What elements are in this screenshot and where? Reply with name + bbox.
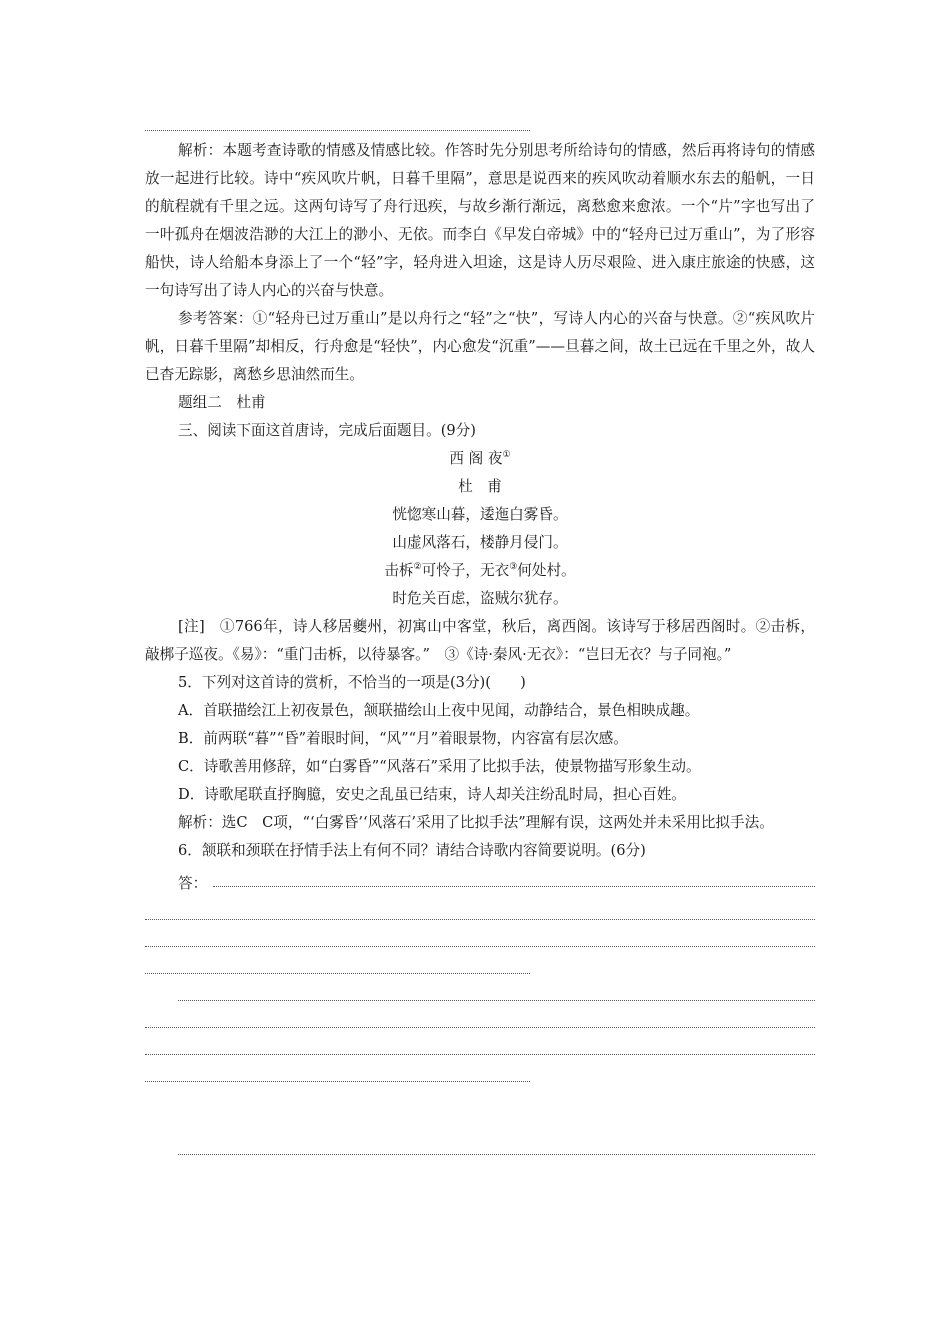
question-5: 5．下列对这首诗的赏析，不恰当的一项是(3分)( ) xyxy=(178,674,526,691)
answer-blank-row-6[interactable] xyxy=(145,1001,815,1028)
poem-line-2: 山虚风落石，楼静月侵门。 xyxy=(392,534,568,551)
question-3: 三、阅读下面这首唐诗，完成后面题目。(9分) xyxy=(178,422,476,439)
poem-notes: [注] ①766年，诗人移居夔州，初寓山中客堂，秋后，离西阁。该诗写于移居西阁时。②击柝，敲梆子巡夜。《易》：“重门击柝，以待暴客。” ③《诗·秦风·无衣》：“岂曰无衣？与子同袍。” xyxy=(145,618,815,663)
poem-line-3-a: 击柝 xyxy=(384,562,414,579)
poem-title-note: ① xyxy=(502,450,511,461)
answer-blank-1[interactable] xyxy=(213,886,815,887)
answer-blank-row-4[interactable] xyxy=(145,947,815,974)
poem-line-4: 时危关百虑，盗贼尔犹存。 xyxy=(392,590,568,607)
poem-line-3 xyxy=(145,557,815,585)
analysis-5: 解析：选C C项，“‘白雾昏’‘风落石’采用了比拟手法”理解有误，这两处并未采用比拟手法。 xyxy=(178,814,774,831)
option-d: D．诗歌尾联直抒胸臆，安史之乱虽已结束，诗人却关注纷乱时局，担心百姓。 xyxy=(178,786,686,803)
answer-blank-row-7[interactable] xyxy=(145,1028,815,1055)
document-page xyxy=(145,130,815,1155)
poem-author: 杜 甫 xyxy=(458,478,502,495)
poem-line-3-note-a: ② xyxy=(413,562,422,573)
top-dotted-rule xyxy=(145,130,530,131)
option-c: C．诗歌善用修辞，如“白雾昏”“风落石”采用了比拟手法，使景物描写形象生动。 xyxy=(178,758,701,775)
answer-blank-9 xyxy=(178,1154,815,1155)
poem-line-3-b: 可怜子，无衣 xyxy=(421,562,510,579)
poem-line-3-note-b: ③ xyxy=(509,562,518,573)
option-a: A．首联描绘江上初夜景色，颔联描绘山上夜中见闻，动静结合，景色相映成趣。 xyxy=(178,702,700,719)
answer-blank-row-5[interactable] xyxy=(145,974,815,1001)
answer-blank-row-8[interactable] xyxy=(145,1055,815,1082)
answer-label: 答： xyxy=(178,875,208,892)
poem-title xyxy=(145,445,815,473)
poem-title-text: 西 阁 夜 xyxy=(449,450,503,467)
answer-line[interactable] xyxy=(145,865,815,893)
answer-blank-8 xyxy=(145,1081,530,1082)
answer-blank-row-2[interactable] xyxy=(145,893,815,920)
group-title: 题组二 杜甫 xyxy=(178,394,266,411)
poem-line-1: 恍惚寒山暮，逶迤白雾昏。 xyxy=(392,506,568,523)
analysis-paragraph-1: 解析：本题考查诗歌的情感及情感比较。作答时先分别思考所给诗句的情感，然后再将诗句的情感放一起进行比较。诗中“疾风吹片帆，日暮千里隔”，意思是说西来的疾风吹动着顺水东去的船帆，一日的航程就有千里之远。这两句诗写了舟行迅疾，与故乡渐行渐远，离愁愈来愈浓。一个“片”字也写出了一叶孤舟在烟波浩渺的大江上的渺小、无依。而李白《早发白帝城》中的“轻舟已过万重山”，为了形容船快，诗人给船本身添上了一个“轻”字，轻舟进入坦途，这是诗人历尽艰险、进入康庄旅途的快感，这一句诗写出了诗人内心的兴奋与快意。 xyxy=(145,142,815,299)
question-6: 6．颔联和颈联在抒情手法上有何不同？请结合诗歌内容简要说明。(6分) xyxy=(178,842,646,859)
poem-line-3-c: 何处村。 xyxy=(517,562,576,579)
option-b: B．前两联“暮”“昏”着眼时间，“风”“月”着眼景物，内容富有层次感。 xyxy=(178,730,628,747)
answer-blank-row-3[interactable] xyxy=(145,920,815,947)
reference-answer: 参考答案：①“轻舟已过万重山”是以舟行之“轻”之“快”，写诗人内心的兴奋与快意。②“疾风吹片帆，日暮千里隔”却相反，行舟愈是“轻快”，内心愈发“沉重”——旦暮之间，故土已远在千里之外，故人已杳无踪影，离愁乡思油然而生。 xyxy=(145,310,815,383)
answer-blank-row-9[interactable] xyxy=(145,1128,815,1155)
